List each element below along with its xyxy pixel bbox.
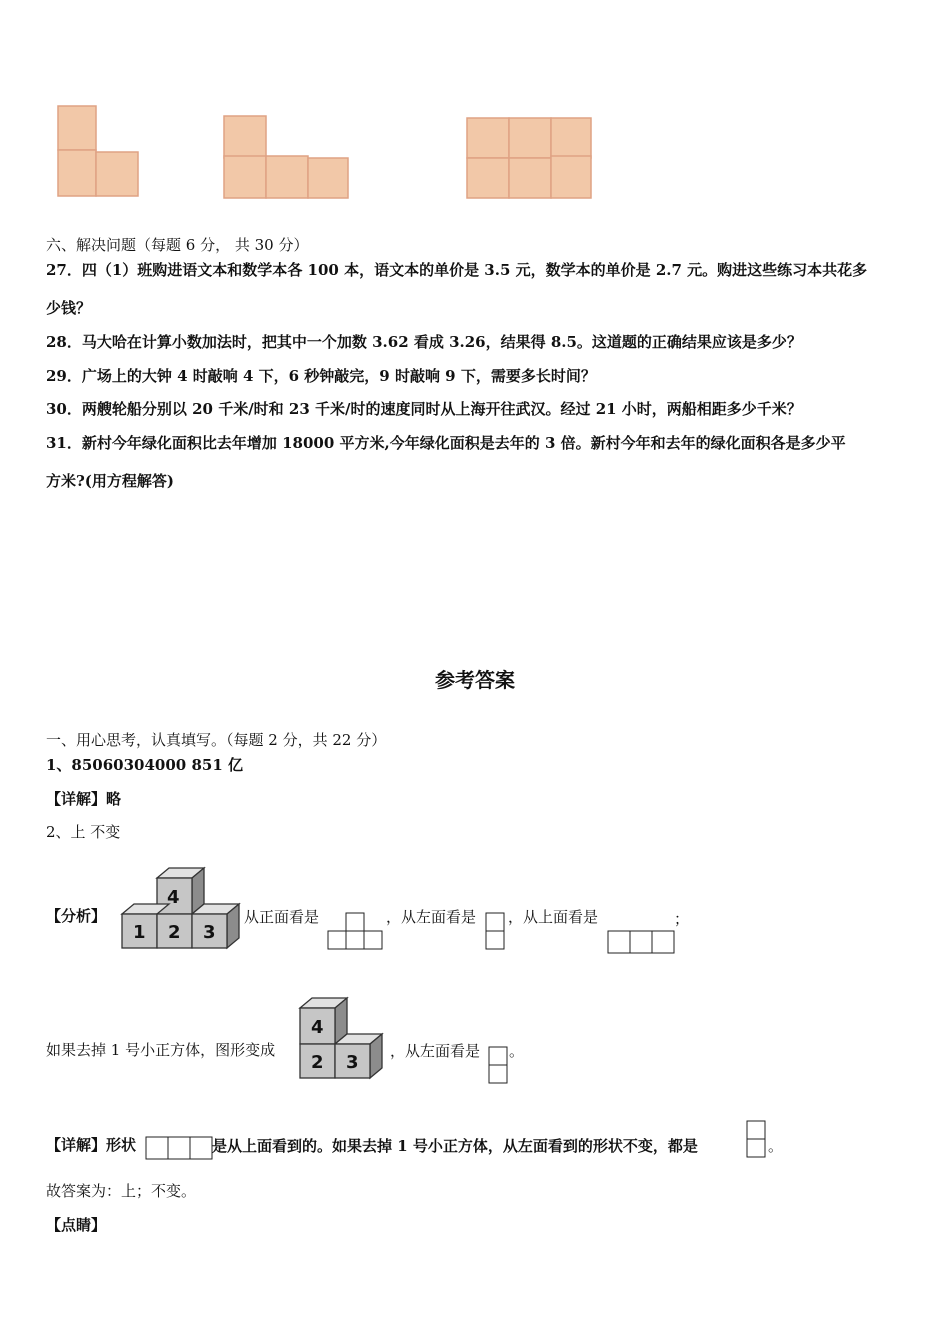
shape-figure-3 (466, 116, 596, 202)
question-30: 30．两艘轮船分别以 20 千米/时和 23 千米/时的速度同时从上海开往武汉。经过 21 小时，两船相距多少千米？ (46, 400, 802, 418)
cube2-label-2: 2 (311, 1052, 324, 1073)
analysis-label: 【分析】 (46, 907, 107, 925)
section6-heading: 六、解决问题（每题 6 分， 共 30 分） (46, 236, 309, 254)
cube-label-3: 3 (203, 922, 216, 943)
remove-left-view-grid (489, 1046, 509, 1086)
left-view-grid (486, 912, 506, 952)
top-view-text: ，从上面看是 (508, 908, 599, 926)
answer-2: 2、上 不变 (46, 823, 121, 841)
semicolon: ； (674, 910, 690, 928)
question-29: 29．广场上的大钟 4 时敲响 4 下，6 秒钟敲完，9 时敲响 9 下，需要多长时间？ (46, 367, 596, 385)
dianjing-label: 【点睛】 (46, 1216, 107, 1234)
cube-stack-4-blocks (120, 866, 244, 952)
left-view-text: ，从左面看是 (386, 908, 477, 926)
detail-text: 是从上面看到的。如果去掉 1 号小正方体，从左面看到的形状不变，都是 (212, 1137, 698, 1155)
answer-1: 1、85060304000 851 亿 (46, 756, 243, 774)
detail-top-view-grid (146, 1136, 214, 1160)
remove-left-view-text: ，从左面看是 (390, 1042, 481, 1060)
cube2-label-3: 3 (346, 1052, 359, 1073)
question-28: 28．马大哈在计算小数加法时，把其中一个加数 3.62 看成 3.26，结果得 8.5。这道题的正确结果应该是多少？ (46, 333, 802, 351)
cube-label-1: 1 (133, 922, 146, 943)
question-31-line2: 方米?(用方程解答) (46, 472, 174, 490)
cube-stack-3-blocks (298, 996, 388, 1084)
detail-label: 【详解】形状 (46, 1136, 137, 1154)
conclusion: 故答案为：上；不变。 (46, 1182, 197, 1200)
question-27-line2: 少钱？ (46, 299, 92, 317)
cube-label-4: 4 (167, 887, 180, 908)
answer-1-detail: 【详解】略 (46, 790, 122, 808)
period-1: 。 (509, 1042, 525, 1060)
front-view-grid (328, 912, 384, 952)
answers-title: 参考答案 (435, 668, 515, 692)
top-view-grid (608, 930, 676, 954)
cube2-label-4: 4 (311, 1017, 324, 1038)
front-view-text: 从正面看是 (244, 908, 320, 926)
remove-cube-text: 如果去掉 1 号小正方体，图形变成 (46, 1041, 276, 1059)
shape-figure-2 (222, 114, 354, 202)
detail-left-view-grid (747, 1120, 767, 1160)
period-2: 。 (768, 1137, 784, 1155)
cube-label-2: 2 (168, 922, 181, 943)
shape-figure-1 (56, 104, 146, 200)
question-27-line1: 27．四（1）班购进语文本和数学本各 100 本，语文本的单价是 3.5 元，数学本的单价是 2.7 元。购进这些练习本共花多 (46, 261, 868, 279)
answers-section1-heading: 一、用心思考，认真填写。（每题 2 分，共 22 分） (46, 731, 387, 749)
question-31-line1: 31．新村今年绿化面积比去年增加 18000 平方米,今年绿化面积是去年的 3 倍。新村今年和去年的绿化面积各是多少平 (46, 434, 846, 452)
